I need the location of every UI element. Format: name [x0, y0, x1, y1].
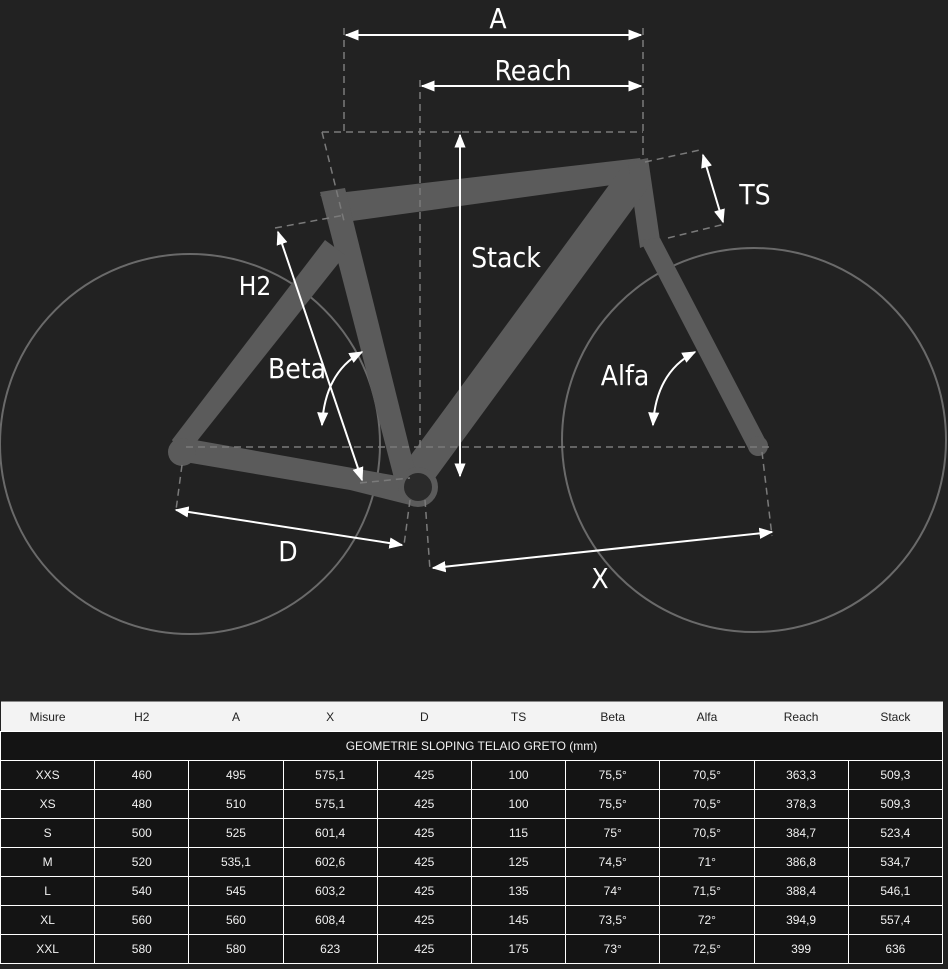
column-header: Alfa [660, 702, 754, 732]
value-cell: 525 [189, 819, 283, 848]
value-cell: 425 [377, 819, 471, 848]
value-cell: 115 [471, 819, 565, 848]
value-cell: 399 [754, 935, 848, 964]
value-cell: 71,5° [660, 877, 754, 906]
value-cell: 534,7 [848, 848, 942, 877]
column-header: Beta [566, 702, 660, 732]
value-cell: 580 [189, 935, 283, 964]
value-cell: 495 [189, 761, 283, 790]
value-cell: 75,5° [566, 761, 660, 790]
table-row [1, 935, 943, 964]
size-cell: L [1, 877, 95, 906]
value-cell: 386,8 [754, 848, 848, 877]
label-x: X [591, 562, 609, 595]
value-cell: 425 [377, 906, 471, 935]
label-a: A [489, 2, 507, 35]
value-cell: 601,4 [283, 819, 377, 848]
value-cell: 509,3 [848, 761, 942, 790]
column-header: Stack [848, 702, 942, 732]
value-cell: 545 [189, 877, 283, 906]
value-cell: 560 [189, 906, 283, 935]
value-cell: 378,3 [754, 790, 848, 819]
value-cell: 520 [95, 848, 189, 877]
table-body [1, 732, 943, 964]
value-cell: 460 [95, 761, 189, 790]
table-row [1, 819, 943, 848]
caption-row [1, 732, 943, 761]
value-cell: 540 [95, 877, 189, 906]
value-cell: 75,5° [566, 790, 660, 819]
value-cell: 603,2 [283, 877, 377, 906]
size-cell: S [1, 819, 95, 848]
column-header: TS [471, 702, 565, 732]
size-cell: XS [1, 790, 95, 819]
value-cell: 500 [95, 819, 189, 848]
size-cell: M [1, 848, 95, 877]
column-header: X [283, 702, 377, 732]
table-header-row [1, 702, 943, 732]
column-header: Misure [1, 702, 95, 732]
column-header: H2 [95, 702, 189, 732]
value-cell: 388,4 [754, 877, 848, 906]
size-cell: XXL [1, 935, 95, 964]
value-cell: 623 [283, 935, 377, 964]
bike-frame [168, 158, 771, 505]
value-cell: 480 [95, 790, 189, 819]
label-stack: Stack [471, 241, 541, 274]
table-row [1, 906, 943, 935]
value-cell: 510 [189, 790, 283, 819]
value-cell: 636 [848, 935, 942, 964]
value-cell: 74° [566, 877, 660, 906]
value-cell: 425 [377, 790, 471, 819]
value-cell: 425 [377, 877, 471, 906]
value-cell: 73° [566, 935, 660, 964]
value-cell: 425 [377, 935, 471, 964]
value-cell: 145 [471, 906, 565, 935]
column-header: D [377, 702, 471, 732]
value-cell: 100 [471, 790, 565, 819]
value-cell: 602,6 [283, 848, 377, 877]
value-cell: 560 [95, 906, 189, 935]
value-cell: 72° [660, 906, 754, 935]
label-h2: H2 [238, 272, 272, 302]
value-cell: 523,4 [848, 819, 942, 848]
label-beta: Beta [267, 352, 327, 385]
column-header: A [189, 702, 283, 732]
value-cell: 425 [377, 761, 471, 790]
value-cell: 72,5° [660, 935, 754, 964]
size-cell: XXS [1, 761, 95, 790]
value-cell: 70,5° [660, 790, 754, 819]
table-row [1, 877, 943, 906]
value-cell: 580 [95, 935, 189, 964]
value-cell: 125 [471, 848, 565, 877]
size-cell: XL [1, 906, 95, 935]
value-cell: 75° [566, 819, 660, 848]
value-cell: 175 [471, 935, 565, 964]
label-d: D [278, 535, 298, 568]
table-caption: GEOMETRIE SLOPING TELAIO GRETO (mm) [1, 732, 943, 761]
label-ts: TS [739, 178, 771, 211]
value-cell: 546,1 [848, 877, 942, 906]
value-cell: 135 [471, 877, 565, 906]
value-cell: 509,3 [848, 790, 942, 819]
label-alfa: Alfa [600, 359, 650, 392]
value-cell: 608,4 [283, 906, 377, 935]
value-cell: 575,1 [283, 761, 377, 790]
value-cell: 394,9 [754, 906, 848, 935]
value-cell: 73,5° [566, 906, 660, 935]
label-reach: Reach [494, 54, 572, 87]
value-cell: 363,3 [754, 761, 848, 790]
value-cell: 74,5° [566, 848, 660, 877]
table-row [1, 790, 943, 819]
value-cell: 535,1 [189, 848, 283, 877]
table-row [1, 761, 943, 790]
value-cell: 71° [660, 848, 754, 877]
geometry-table [0, 701, 943, 964]
value-cell: 425 [377, 848, 471, 877]
value-cell: 70,5° [660, 819, 754, 848]
value-cell: 384,7 [754, 819, 848, 848]
value-cell: 575,1 [283, 790, 377, 819]
table-row [1, 848, 943, 877]
value-cell: 100 [471, 761, 565, 790]
value-cell: 70,5° [660, 761, 754, 790]
column-header: Reach [754, 702, 848, 732]
value-cell: 557,4 [848, 906, 942, 935]
